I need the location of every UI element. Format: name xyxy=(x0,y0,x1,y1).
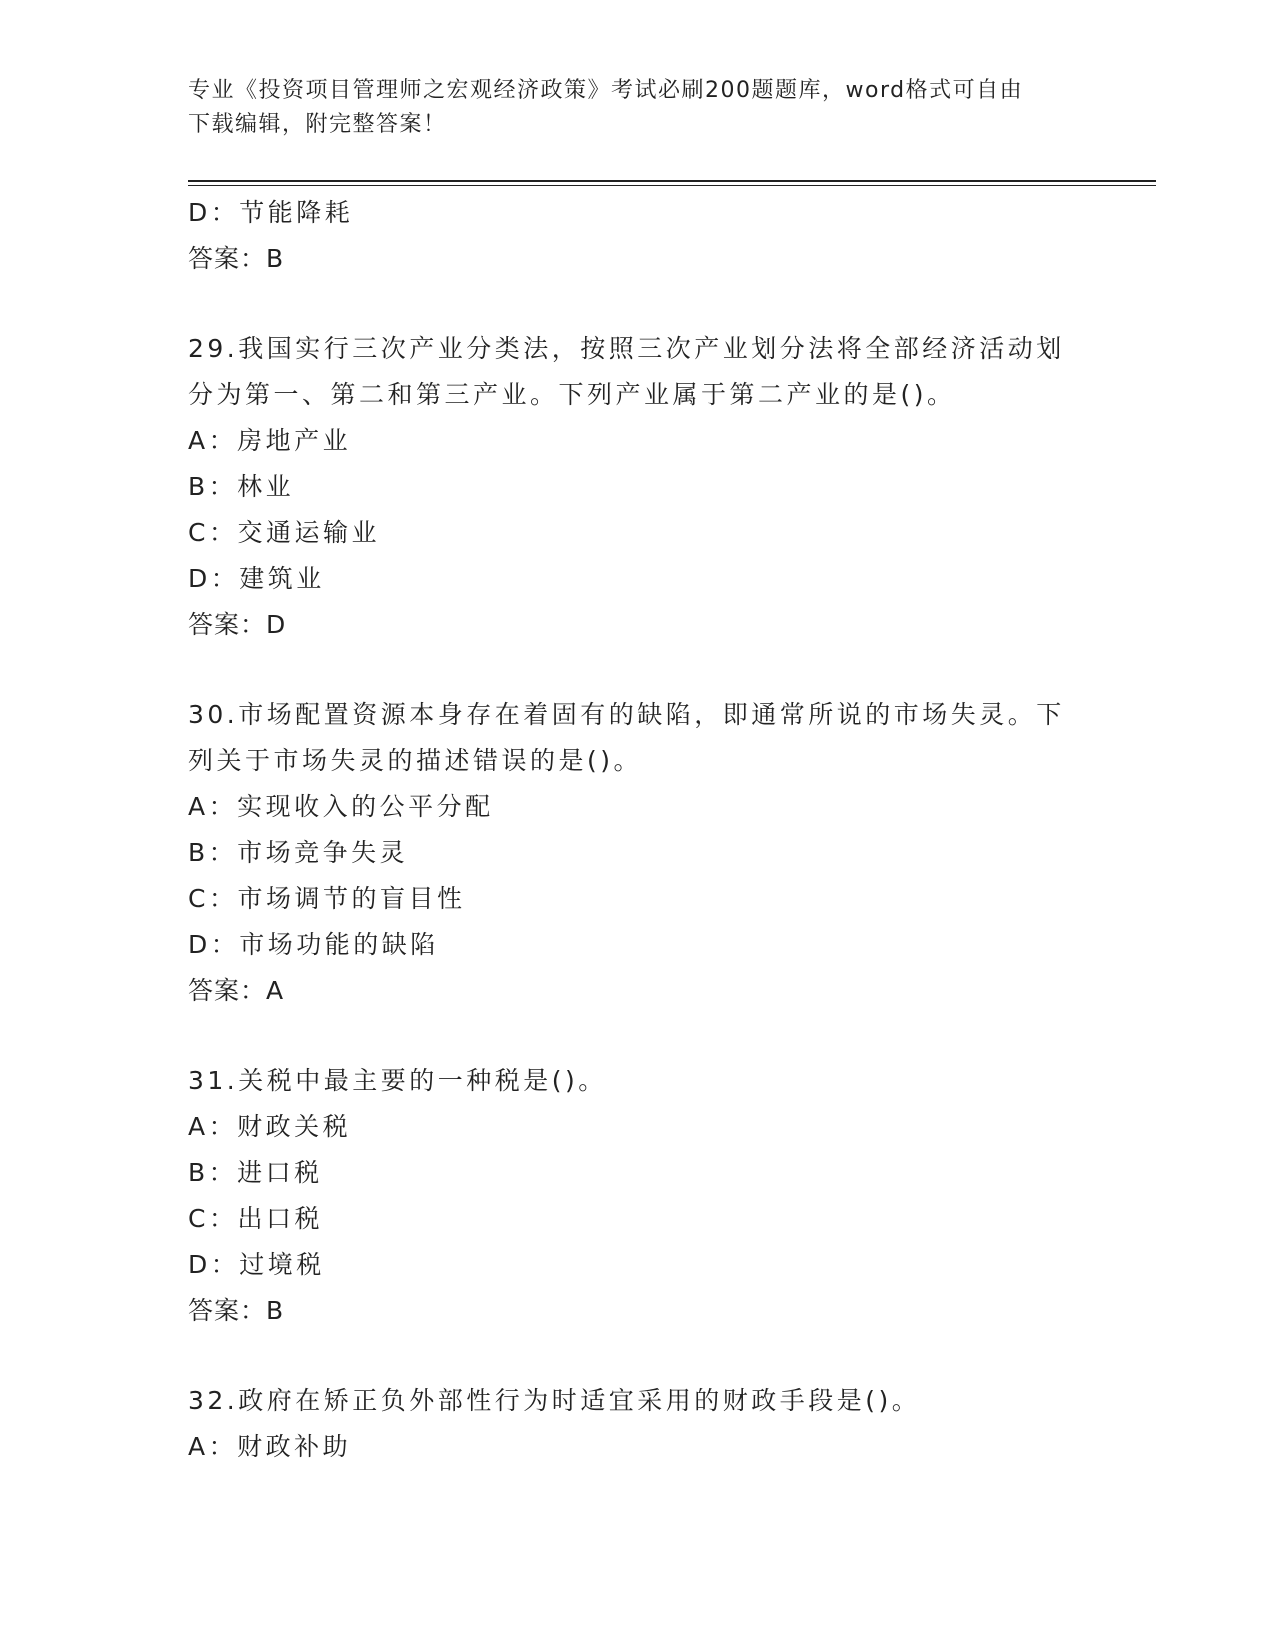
answer: 答案：B xyxy=(188,244,285,273)
option-d: D：节能降耗 xyxy=(188,198,354,227)
option-a: A：房地产业 xyxy=(188,426,352,455)
answer: 答案：D xyxy=(188,610,287,639)
option-d: D：过境税 xyxy=(188,1250,325,1279)
question-text-line-2: 分为第一、第二和第三产业。下列产业属于第二产业的是()。 xyxy=(188,380,956,409)
previous-question-tail xyxy=(188,190,1088,282)
question-text-line-1: 31.关税中最主要的一种税是()。 xyxy=(188,1066,607,1095)
option-a: A：财政关税 xyxy=(188,1112,352,1141)
option-b: B：市场竞争失灵 xyxy=(188,838,409,867)
option-a: A：实现收入的公平分配 xyxy=(188,792,494,821)
answer: 答案：B xyxy=(188,1296,285,1325)
question-content xyxy=(188,190,1088,1470)
question-29 xyxy=(188,326,1088,648)
header-divider-thick xyxy=(188,180,1156,182)
option-d: D：市场功能的缺陷 xyxy=(188,930,439,959)
option-a: A：财政补助 xyxy=(188,1432,352,1461)
question-text-line-1: 29.我国实行三次产业分类法，按照三次产业划分法将全部经济活动划 xyxy=(188,334,1065,363)
question-text-line-1: 32.政府在矫正负外部性行为时适宜采用的财政手段是()。 xyxy=(188,1386,921,1415)
answer: 答案：A xyxy=(188,976,285,1005)
option-c: C：出口税 xyxy=(188,1204,323,1233)
option-b: B：进口税 xyxy=(188,1158,323,1187)
header-line-1: 专业《投资项目管理师之宏观经济政策》考试必刷200题题库，word格式可自由 xyxy=(188,78,1024,103)
question-30 xyxy=(188,692,1088,1014)
option-c: C：市场调节的盲目性 xyxy=(188,884,466,913)
header-line-2: 下载编辑，附完整答案！ xyxy=(188,112,447,137)
header-divider-thin xyxy=(188,185,1156,186)
option-d: D：建筑业 xyxy=(188,564,325,593)
question-31 xyxy=(188,1058,1088,1334)
question-32 xyxy=(188,1378,1088,1470)
option-c: C：交通运输业 xyxy=(188,518,380,547)
question-text-line-2: 列关于市场失灵的描述错误的是()。 xyxy=(188,746,643,775)
question-text-line-1: 30.市场配置资源本身存在着固有的缺陷，即通常所说的市场失灵。下 xyxy=(188,700,1065,729)
option-b: B：林业 xyxy=(188,472,295,501)
document-header xyxy=(188,74,1068,142)
